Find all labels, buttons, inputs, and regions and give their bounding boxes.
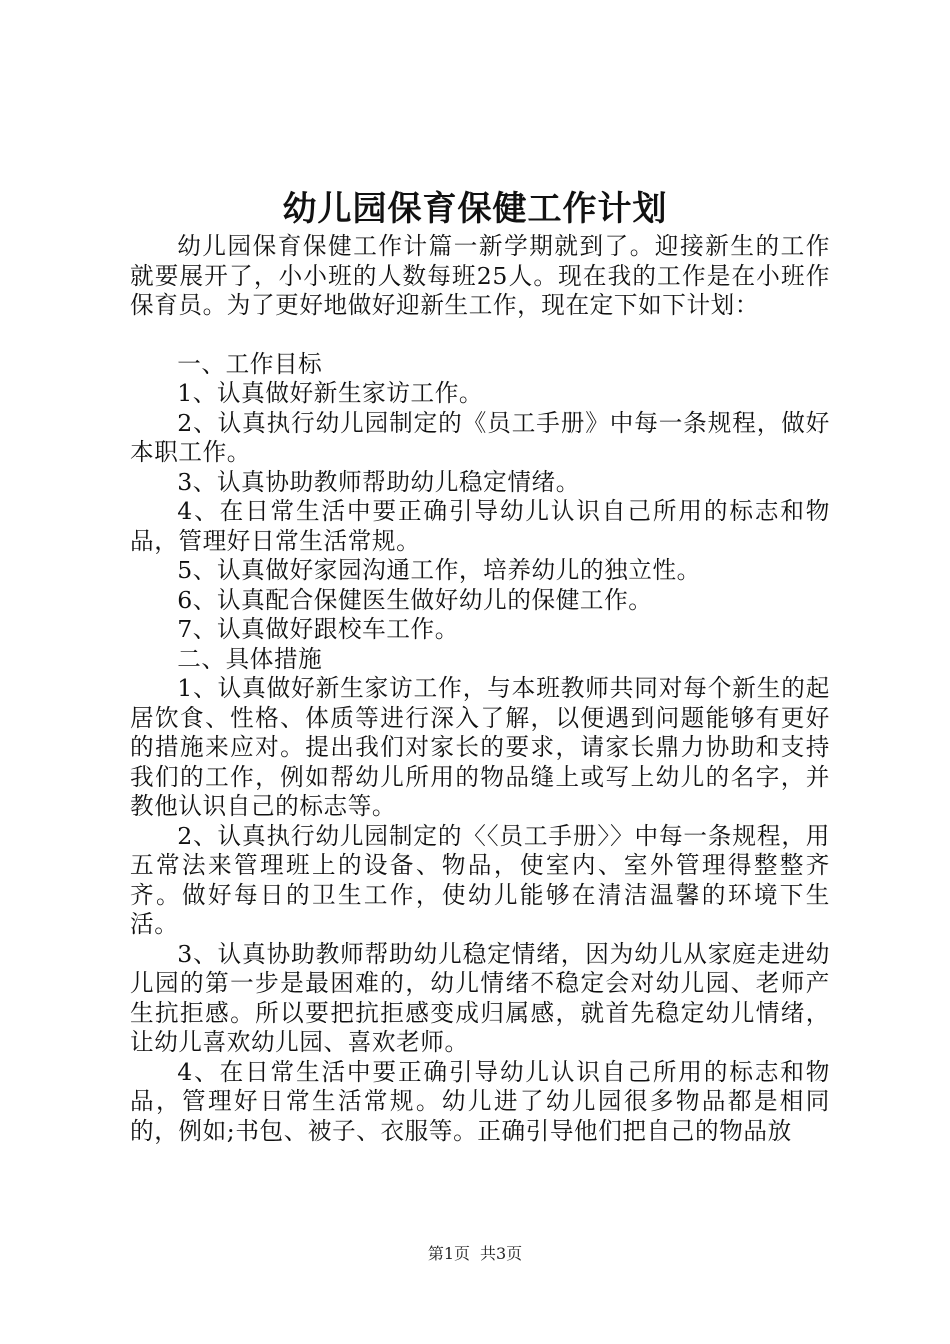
intro-paragraph: 幼儿园保育保健工作计篇一新学期就到了。迎接新生的工作就要展开了，小小班的人数每班25人。现在我的工作是在小班作保育员。为了更好地做好迎新生工作，现在定下如下计划： <box>130 232 830 319</box>
page-total: 共3页 <box>480 1244 523 1263</box>
measure-item: 2、认真执行幼儿园制定的〈〈员工手册〉〉中每一条规程，用五常法来管理班上的设备、物品，使室内、室外管理得整整齐齐。做好每日的卫生工作，使幼儿能够在清洁温馨的环境下生活。 <box>130 821 830 938</box>
page-number: 第1页 <box>427 1244 470 1263</box>
goal-item: 7、认真做好跟校车工作。 <box>177 615 459 643</box>
goal-item: 6、认真配合保健医生做好幼儿的保健工作。 <box>177 585 653 614</box>
measure-item: 4、在日常生活中要正确引导幼儿认识自己所用的标志和物品，管理好日常生活常规。幼儿进了幼儿园很多物品都是相同的，例如;书包、被子、衣服等。正确引导他们把自己的物品放 <box>130 1057 830 1145</box>
page-footer <box>0 1243 950 1265</box>
section-heading-goals: 一、工作目标 <box>177 349 323 378</box>
measure-item: 1、认真做好新生家访工作，与本班教师共同对每个新生的起居饮食、性格、体质等进行深入了解，以便遇到问题能够有更好的措施来应对。提出我们对家长的要求，请家长鼎力协助和支持我们的工作，例如帮幼儿所用的物品缝上或写上幼儿的名字，并教他认识自己的标志等。 <box>130 674 830 820</box>
document-title: 幼儿园保育保健工作计划 <box>282 189 668 229</box>
goal-item: 4、在日常生活中要正确引导幼儿认识自己所用的标志和物品，管理好日常生活常规。 <box>130 497 830 555</box>
document-body <box>130 232 830 1146</box>
goal-item: 5、认真做好家园沟通工作，培养幼儿的独立性。 <box>177 556 701 584</box>
goal-item: 1、认真做好新生家访工作。 <box>177 379 484 407</box>
section-heading-measures: 二、具体措施 <box>177 644 323 673</box>
goal-item: 2、认真执行幼儿园制定的《员工手册》中每一条规程，做好本职工作。 <box>130 408 830 466</box>
measure-item: 3、认真协助教师帮助幼儿稳定情绪，因为幼儿从家庭走进幼儿园的第一步是最困难的，幼儿情绪不稳定会对幼儿园、老师产生抗拒感。所以要把抗拒感变成归属感，就首先稳定幼儿情绪，让幼儿喜欢幼儿园、喜欢老师。 <box>130 939 830 1056</box>
goal-item: 3、认真协助教师帮助幼儿稳定情绪。 <box>177 467 580 496</box>
